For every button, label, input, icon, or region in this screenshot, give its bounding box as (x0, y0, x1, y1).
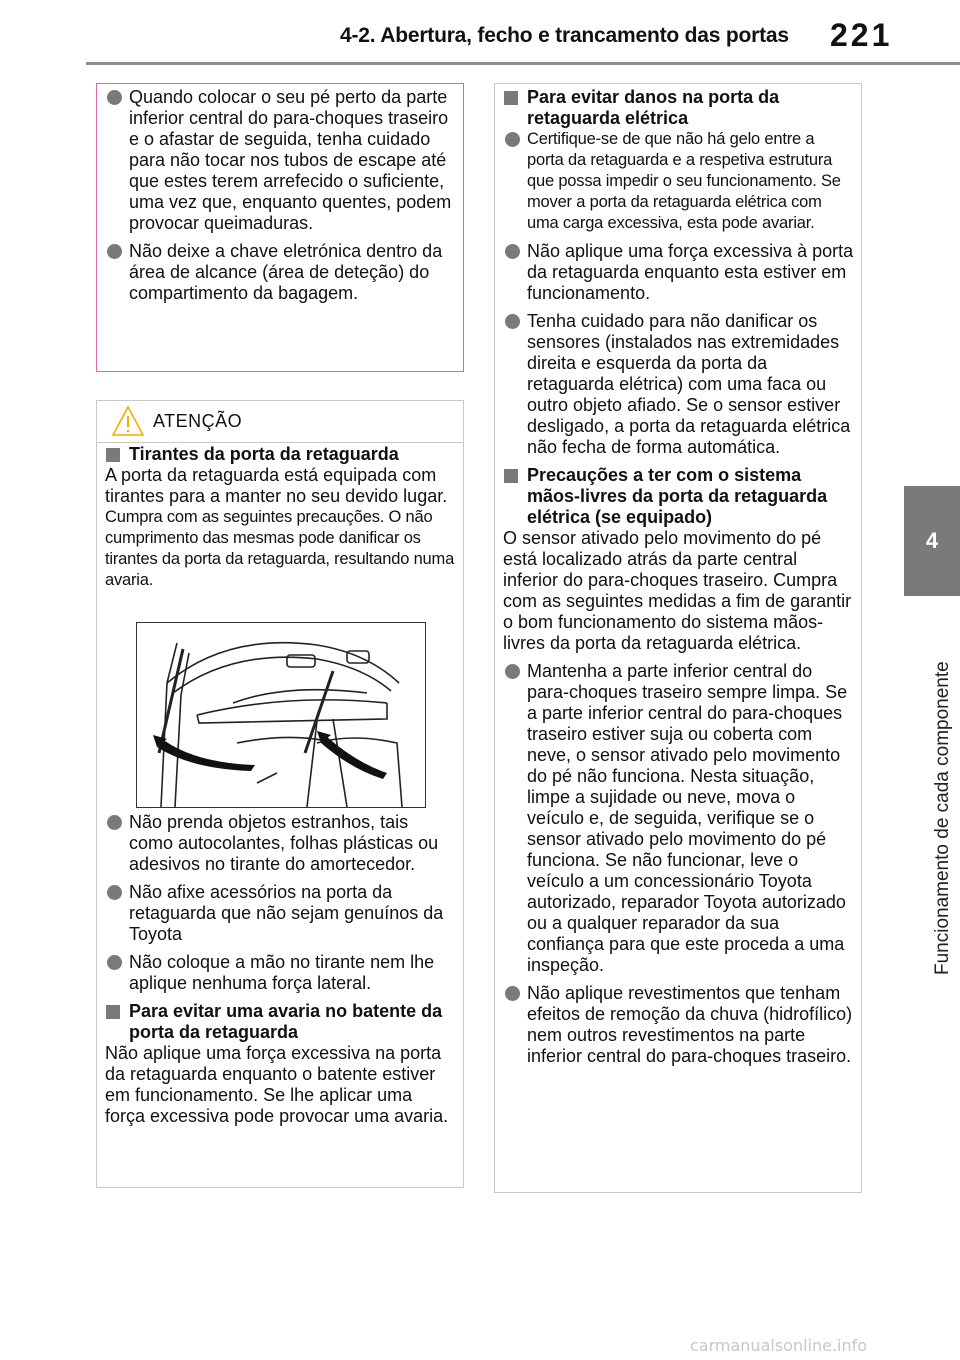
list-item: Mantenha a parte inferior central do para-choques traseiro sempre limpa. Se a parte inferior central do para-choques traseiro estiver suja ou coberta com neve, o sensor ativado pelo movimento do pé não funciona. Nesta situação, limpe a sujidade ou neve, mova o veículo e, de seguida, verifique se o sensor ativado pelo movimento do pé funciona. Se não funcionar, leve o veículo a um concessionário Toyota autorizado, reparador Toyota autorizado ou a qualquer reparador da sua confiança para que este proceda a uma inspeção. (503, 661, 855, 976)
bullet-icon (505, 314, 520, 329)
paragraph: O sensor ativado pelo movimento do pé está localizado atrás da parte central inferior do para-choques traseiro. Cumpra com as seguintes medidas a fim de garantir o bom funcionamento do sistema mãos-livres da porta da retaguarda elétrica. (503, 528, 852, 653)
paragraph: Não aplique uma força excessiva na porta da retaguarda enquanto o batente estiver em funcionamento. Se lhe aplicar uma força excessiva pode provocar uma avaria. (105, 1043, 449, 1126)
list-item: Não afixe acessórios na porta da retaguarda que não sejam genuínos da Toyota (105, 882, 457, 945)
list-item: Quando colocar o seu pé perto da parte inferior central do para-choques traseiro e o afastar de seguida, tenha cuidado para não tocar nos tubos de escape até que estes terem arrefecido o suficiente, uma vez que, enquanto quentes, podem provocar queimaduras. (105, 87, 457, 234)
warning-title: ATENÇÃO (153, 411, 243, 431)
watermark: carmanualsonline.info (690, 1336, 868, 1355)
square-bullet-icon (504, 469, 518, 483)
note-box-top-left (96, 83, 464, 372)
square-bullet-icon (106, 1005, 120, 1019)
bullet-icon (107, 815, 122, 830)
chapter-title: Funcionamento de cada componente (932, 661, 953, 975)
subsection-heading: Para evitar danos na porta da retaguarda elétrica (503, 87, 855, 129)
page-number: 221 (830, 17, 893, 53)
list-item: Não aplique uma força excessiva à porta da retaguarda enquanto esta estiver em funcionamento. (503, 241, 855, 304)
bullet-icon (107, 955, 122, 970)
subsection-heading: Para evitar uma avaria no batente da porta da retaguarda (105, 1001, 457, 1043)
square-bullet-icon (106, 448, 120, 462)
bullet-icon (505, 132, 520, 147)
list-item: Não deixe a chave eletrónica dentro da área de alcance (área de deteção) do compartimento da bagagem. (105, 241, 457, 304)
bullet-icon (107, 90, 122, 105)
list-item: Não coloque a mão no tirante nem lhe aplique nenhuma força lateral. (105, 952, 457, 994)
paragraph: A porta da retaguarda está equipada com tirantes para a manter no seu devido lugar. (105, 465, 448, 506)
bullet-icon (505, 986, 520, 1001)
warning-triangle-icon (111, 405, 145, 437)
list-item: Não aplique revestimentos que tenham efeitos de remoção da chuva (hidrofílico) nem outros revestimentos na parte inferior central do para-choques traseiro. (503, 983, 855, 1067)
bullet-icon (107, 885, 122, 900)
bullet-icon (107, 244, 122, 259)
subsection-heading: Tirantes da porta da retaguarda (105, 444, 457, 465)
list-item: Não prenda objetos estranhos, tais como autocolantes, folhas plásticas ou adesivos no tirante do amortecedor. (105, 812, 457, 875)
bullet-icon (505, 664, 520, 679)
list-item: Certifique-se de que não há gelo entre a porta da retaguarda e a respetiva estrutura que possa impedir o seu funcionamento. Se mover a porta da retaguarda elétrica com uma carga excessiva, esta pode avariar. (503, 129, 855, 234)
paragraph: Cumpra com as seguintes precauções. O não cumprimento das mesmas pode danificar os tirantes da porta da retaguarda, resultando numa avaria. (105, 508, 455, 589)
subsection-heading: Precauções a ter com o sistema mãos-livres da porta da retaguarda elétrica (se equipado) (503, 465, 855, 528)
square-bullet-icon (504, 91, 518, 105)
list-item: Tenha cuidado para não danificar os sensores (instalados nas extremidades direita e esquerda da porta da retaguarda elétrica) com uma faca ou outro objeto afiado. Se o sensor estiver desligado, a porta da retaguarda elétrica não fecha de forma automática. (503, 311, 855, 458)
header-rule (86, 62, 960, 65)
tailgate-strut-illustration (136, 622, 426, 808)
warning-header (97, 401, 463, 443)
chapter-tab: 4 (904, 486, 960, 596)
tailgate-illustration-icon (137, 623, 425, 807)
note-box-right (494, 83, 862, 1193)
bullet-icon (505, 244, 520, 259)
section-title: 4-2. Abertura, fecho e trancamento das portas (340, 24, 789, 47)
